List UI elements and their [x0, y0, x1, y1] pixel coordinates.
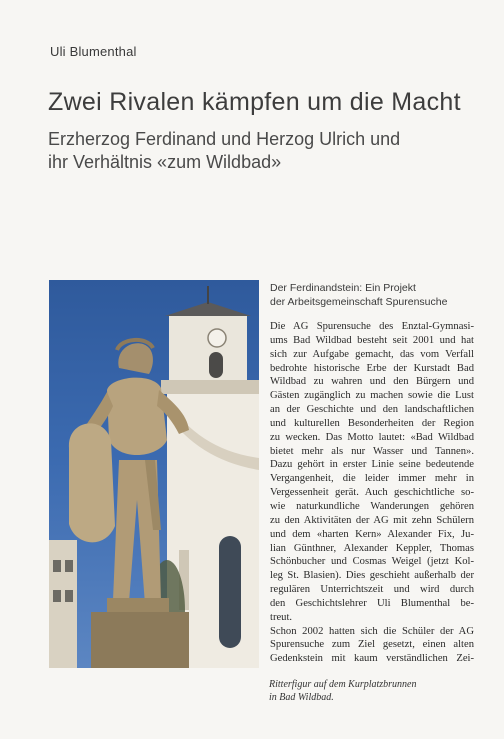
body-line: zu den Aktivitäten der AG mit zehn Schülern	[270, 514, 474, 526]
body-line: sich zur Aufgabe gemacht, das vom Verfall	[270, 348, 474, 360]
body-line: Dazu gehört in erster Linie seine bedeutende	[270, 459, 474, 471]
body-line: Gedenkstein mit kaum verständlichen Zei-	[270, 653, 474, 665]
body-line: Die AG Spurensuche des Enztal-Gymnasi-	[270, 321, 474, 332]
knight-statue-illustration	[49, 280, 259, 668]
article-subtitle	[48, 128, 468, 174]
knight-statue-photo	[49, 280, 259, 668]
body-line: lian Günthner, Alexander Keppler, Thomas	[270, 542, 474, 554]
body-line: Schon 2002 hatten sich die Schüler der AG	[270, 625, 474, 637]
caption-line: in Bad Wildbad.	[269, 692, 334, 703]
body-line: wie naturkundliche Wanderungen gehören	[270, 500, 474, 512]
box-heading-line: Der Ferdinandstein: Ein Projekt	[270, 282, 416, 294]
body-line: an der Geschichte und den landschaftlichen	[270, 404, 474, 416]
body-line: Gästen zugänglich zu machen sowie die Lust	[270, 390, 474, 402]
body-line: bedrohte historische Erbe der Kurstadt Bad	[270, 362, 474, 374]
article-title: Zwei Rivalen kämpfen um die Macht	[48, 88, 461, 116]
body-line: Vergessenheit gerät. Auch geschichtliche so-	[270, 487, 474, 499]
author-name: Uli Blumenthal	[50, 44, 137, 59]
body-line: zu wecken. Das Motto lautet: «Bad Wildbad	[270, 431, 474, 443]
body-line: und dem «harten Kern» Alexander Fix, Ju-	[270, 528, 474, 540]
body-line: leg St. Blasien). Dies geschieht außerhalb der	[270, 570, 474, 582]
body-line: Schönbucher und Cosmas Weigel (jetzt Kol-	[270, 556, 474, 568]
subtitle-line: ihr Verhältnis «zum Wildbad»	[48, 152, 282, 172]
body-line: bietet mehr als nur Wasser und Tannen».	[270, 445, 474, 457]
body-line: ums Bad Wildbad besteht seit 2001 und hat	[270, 334, 474, 346]
body-line: Wildbad zu wahren und den Bürgern und	[270, 376, 474, 388]
body-line: treut.	[270, 611, 293, 623]
body-line: Spurensuche zum Ziel gesetzt, einen alten	[270, 639, 474, 651]
box-heading-line: der Arbeitsgemeinschaft Spurensuche	[270, 296, 448, 308]
body-line: regulären Unterrichtszeit und wird durch	[270, 584, 474, 596]
body-text	[270, 320, 474, 666]
caption-line: Ritterfigur auf dem Kurplatzbrunnen	[269, 679, 417, 690]
box-heading	[270, 281, 485, 309]
photo-caption	[269, 678, 469, 704]
body-line: Vergangenheit, die leider immer mehr in	[270, 473, 474, 485]
body-line: den Geschichtslehrer Uli Blumenthal be-	[270, 597, 474, 609]
subtitle-line: Erzherzog Ferdinand und Herzog Ulrich und	[48, 129, 401, 149]
body-line: und kulturellen Besonderheiten der Region	[270, 417, 474, 429]
